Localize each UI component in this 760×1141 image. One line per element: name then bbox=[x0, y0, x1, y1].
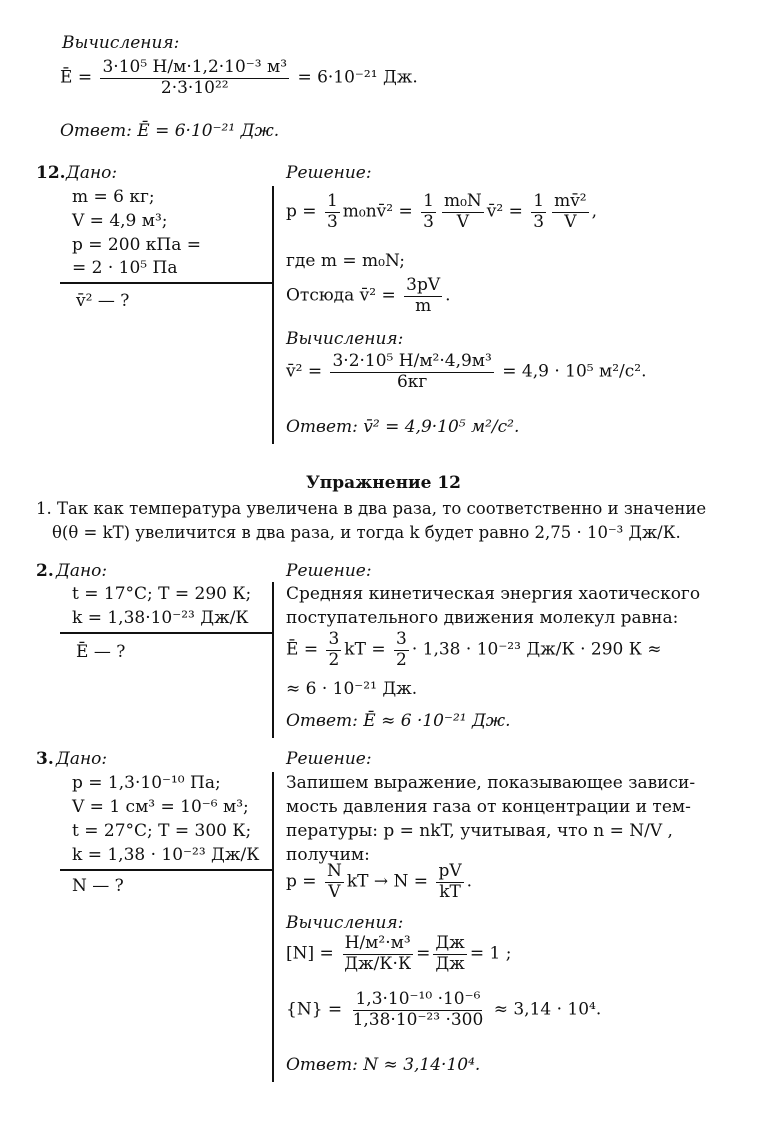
denominator: 3 bbox=[533, 211, 545, 232]
formula-part: m₀nv̄² = bbox=[342, 201, 413, 222]
solution-label: Решение: bbox=[286, 749, 372, 769]
solution-label: Решение: bbox=[286, 561, 372, 581]
numerator: 3 bbox=[328, 629, 340, 649]
find-item: Ē — ? bbox=[76, 642, 126, 662]
fraction bbox=[330, 352, 493, 392]
find-item: v̄² — ? bbox=[76, 291, 130, 311]
given-label: Дано: bbox=[56, 561, 108, 581]
given-divider bbox=[60, 282, 272, 284]
fraction bbox=[421, 192, 436, 232]
given-item: = 2 · 10⁵ Па bbox=[72, 258, 178, 278]
find-item: N — ? bbox=[72, 876, 124, 896]
formula-lhs: p = bbox=[286, 871, 317, 892]
fraction bbox=[531, 192, 546, 232]
numerator: 1,3·10⁻¹⁰ ·10⁻⁶ bbox=[355, 989, 481, 1009]
formula-continuation: ≈ 6 · 10⁻²¹ Дж. bbox=[286, 679, 418, 699]
solution-text: пературы: p = nkT, учитывая, что n = N/V , bbox=[286, 821, 673, 841]
solution-text: Средняя кинетическая энергия хаотического bbox=[286, 584, 701, 604]
formula-part: = 1 ; bbox=[469, 943, 512, 964]
calc-label: Вычисления: bbox=[62, 33, 180, 53]
hence-formula bbox=[286, 276, 451, 316]
solution-text: поступательного движения молекул равна: bbox=[286, 608, 679, 628]
fraction bbox=[325, 192, 340, 232]
given-item: m = 6 кг; bbox=[72, 187, 155, 207]
where-line: где m = m₀N; bbox=[286, 251, 405, 271]
fraction bbox=[326, 630, 341, 670]
problem-number: 12. bbox=[36, 163, 66, 183]
numerator: Н/м²·м³ bbox=[344, 933, 411, 953]
fraction bbox=[100, 58, 289, 98]
numerator: 1 bbox=[326, 191, 338, 211]
answer-line: Ответ: Ē = 6·10⁻²¹ Дж. bbox=[60, 121, 280, 141]
numerator: N bbox=[326, 861, 342, 881]
fraction bbox=[351, 990, 486, 1030]
numerator: Дж bbox=[435, 933, 465, 953]
denominator: Дж/К·К bbox=[344, 953, 412, 974]
column-divider bbox=[272, 772, 274, 1082]
given-item: V = 1 см³ = 10⁻⁶ м³; bbox=[72, 797, 249, 817]
denominator: 3 bbox=[423, 211, 434, 232]
velocity-calc bbox=[286, 352, 647, 392]
numerator: 3pV bbox=[406, 275, 441, 295]
formula-lhs: Ē = bbox=[60, 67, 93, 88]
numeric-formula bbox=[286, 990, 601, 1030]
solution-text: мость давления газа от концентрации и тем- bbox=[286, 797, 691, 817]
formula-lhs: [N] = bbox=[286, 943, 334, 964]
solution-text: Запишем выражение, показывающее зависи- bbox=[286, 773, 696, 793]
numerator: 3·2·10⁵ Н/м²·4,9м³ bbox=[332, 351, 492, 371]
formula-rhs: = 4,9 · 10⁵ м²/с². bbox=[502, 361, 647, 382]
denominator: Дж bbox=[435, 953, 465, 974]
denominator: V bbox=[328, 881, 341, 902]
column-divider bbox=[272, 186, 274, 444]
formula-part: . bbox=[466, 871, 473, 892]
fraction bbox=[325, 862, 344, 902]
denominator: kT bbox=[439, 881, 461, 902]
fraction bbox=[404, 276, 442, 316]
formula-part: v̄² = bbox=[486, 201, 523, 222]
calc-label: Вычисления: bbox=[286, 913, 404, 933]
denominator: m bbox=[415, 295, 432, 316]
formula-part: kT = bbox=[344, 639, 386, 660]
formula-part: = bbox=[416, 943, 431, 964]
answer-line: Ответ: N ≈ 3,14·10⁴. bbox=[286, 1055, 481, 1075]
numerator: 3 bbox=[396, 629, 407, 649]
exercise-item: 1. Так как температура увеличена в два раза, то соответственно и значение bbox=[36, 499, 707, 518]
numerator: mv̄² bbox=[554, 191, 587, 211]
formula-rhs: ≈ 3,14 · 10⁴. bbox=[493, 999, 602, 1020]
denominator: 3 bbox=[326, 211, 338, 232]
calc-label: Вычисления: bbox=[286, 329, 404, 349]
formula-lhs: {N} = bbox=[286, 999, 343, 1020]
units-formula bbox=[286, 934, 511, 974]
given-item: k = 1,38·10⁻²³ Дж/К bbox=[72, 608, 249, 628]
formula-lhs: Отсюда v̄² = bbox=[286, 285, 396, 306]
problem-number: 2. bbox=[36, 561, 54, 581]
formula-lhs: v̄² = bbox=[286, 361, 323, 382]
given-item: V = 4,9 м³; bbox=[72, 211, 168, 231]
given-item: t = 17°С; Т = 290 К; bbox=[72, 584, 252, 604]
fraction bbox=[394, 630, 409, 670]
formula-part: , bbox=[591, 201, 598, 222]
denominator: V bbox=[564, 211, 577, 232]
numerator: 1 bbox=[533, 191, 545, 211]
section-title: Упражнение 12 bbox=[306, 473, 462, 493]
pressure-formula bbox=[286, 862, 472, 902]
denominator: 2 bbox=[328, 649, 340, 670]
denominator: 2 bbox=[396, 649, 407, 670]
column-divider bbox=[272, 582, 274, 738]
numerator: pV bbox=[438, 861, 462, 881]
denominator: V bbox=[456, 211, 469, 232]
formula-part: . bbox=[445, 285, 451, 306]
given-item: k = 1,38 · 10⁻²³ Дж/К bbox=[72, 845, 260, 865]
answer-line: Ответ: v̄² = 4,9·10⁵ м²/с². bbox=[286, 417, 520, 437]
given-divider bbox=[60, 632, 272, 634]
energy-formula bbox=[60, 58, 418, 98]
numerator: 3·10⁵ Н/м·1,2·10⁻³ м³ bbox=[102, 57, 288, 77]
fraction bbox=[552, 192, 589, 232]
given-label: Дано: bbox=[56, 749, 108, 769]
formula-part: · 1,38 · 10⁻²³ Дж/К · 290 К ≈ bbox=[411, 639, 662, 660]
denominator: 1,38·10⁻²³ ·300 bbox=[352, 1009, 484, 1030]
exercise-item: θ(θ = kT) увеличится в два раза, и тогда k будет равно 2,75 · 10⁻³ Дж/К. bbox=[52, 523, 681, 542]
solution-text: получим: bbox=[286, 845, 370, 865]
fraction bbox=[442, 192, 484, 232]
fraction bbox=[436, 862, 463, 902]
formula-lhs: p = bbox=[286, 201, 317, 222]
pressure-formula bbox=[286, 192, 597, 232]
denominator: 6кг bbox=[396, 371, 428, 392]
formula-lhs: Ē = bbox=[286, 639, 319, 660]
answer-line: Ответ: Ē ≈ 6 ·10⁻²¹ Дж. bbox=[286, 711, 511, 731]
fraction bbox=[342, 934, 413, 974]
fraction bbox=[433, 934, 466, 974]
given-label: Дано: bbox=[66, 163, 118, 183]
denominator: 2·3·10²² bbox=[160, 77, 229, 98]
given-divider bbox=[60, 869, 272, 871]
energy-formula bbox=[286, 630, 662, 670]
formula-part: kT → N = bbox=[346, 871, 429, 892]
solution-label: Решение: bbox=[286, 163, 372, 183]
given-item: p = 200 кПа = bbox=[72, 235, 202, 255]
numerator: m₀N bbox=[443, 191, 482, 211]
given-item: t = 27°С; Т = 300 К; bbox=[72, 821, 252, 841]
numerator: 1 bbox=[423, 191, 434, 211]
given-item: p = 1,3·10⁻¹⁰ Па; bbox=[72, 773, 221, 793]
formula-rhs: = 6·10⁻²¹ Дж. bbox=[297, 67, 418, 88]
problem-number: 3. bbox=[36, 749, 54, 769]
